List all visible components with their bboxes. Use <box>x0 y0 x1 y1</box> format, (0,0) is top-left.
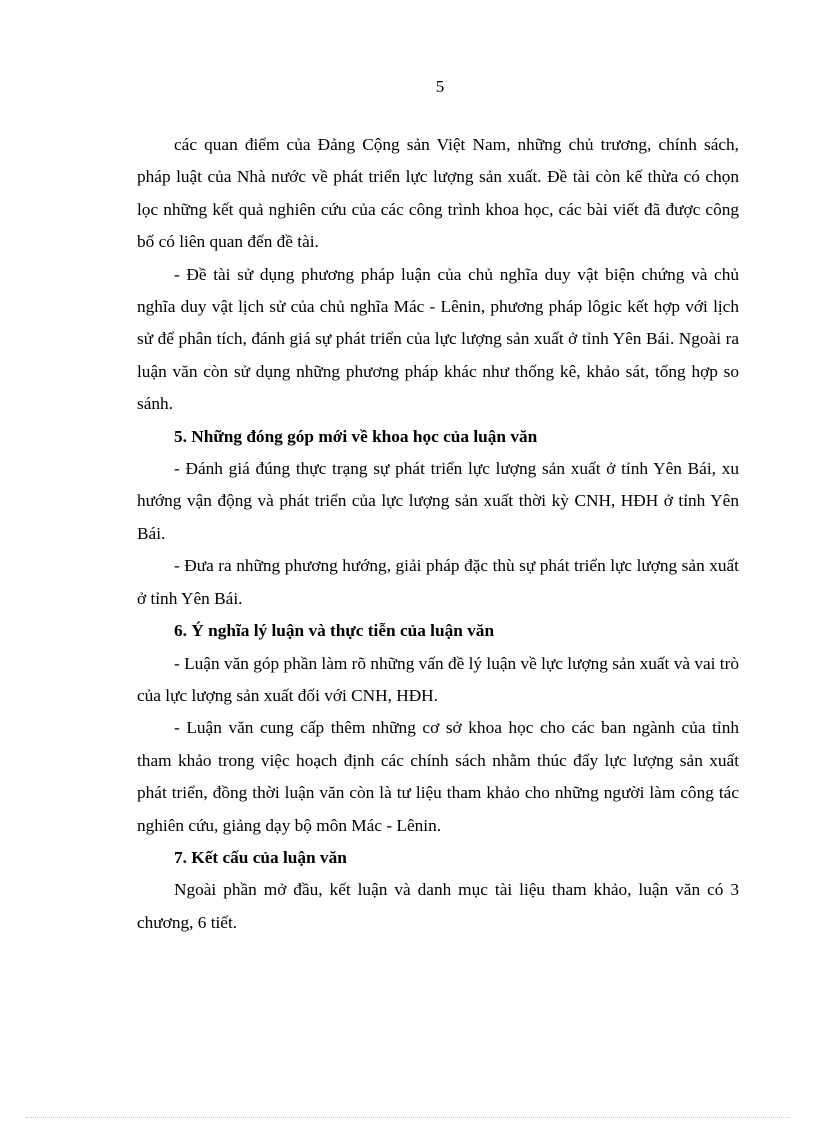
paragraph-significance-practice: - Luận văn cung cấp thêm những cơ sở khoa học cho các ban ngành của tỉnh tham khảo trong việc hoạch định các chính sách nhằm thúc đẩy lực lượng sản xuất phát triển, đồng thời luận văn còn là tư liệu tham khảo cho những người làm công tác nghiên cứu, giảng dạy bộ môn Mác - Lênin. <box>137 718 739 835</box>
page-bottom-divider <box>26 1117 790 1118</box>
document-body <box>137 129 739 939</box>
section-heading-contributions: 5. Những đóng góp mới về khoa học của luận văn <box>174 426 538 446</box>
paragraph-sources: các quan điểm của Đảng Cộng sản Việt Nam, những chủ trương, chính sách, pháp luật của Nhà nước về phát triển lực lượng sản xuất. Đề tài còn kế thừa có chọn lọc những kết quả nghiên cứu của các công trình khoa học, các bài viết đã được công bố có liên quan đến đề tài. <box>137 135 739 252</box>
paragraph-methodology: - Đề tài sử dụng phương pháp luận của chủ nghĩa duy vật biện chứng và chủ nghĩa duy vật lịch sử của chủ nghĩa Mác - Lênin, phương pháp lôgic kết hợp với lịch sử để phân tích, đánh giá sự phát triển của lực lượng sản xuất ở tỉnh Yên Bái. Ngoài ra luận văn còn sử dụng những phương pháp khác như thống kê, khảo sát, tổng hợp so sánh. <box>137 264 739 414</box>
paragraph-structure: Ngoài phần mở đầu, kết luận và danh mục tài liệu tham khảo, luận văn có 3 chương, 6 tiết. <box>137 880 739 932</box>
paragraph-contribution-solutions: - Đưa ra những phương hướng, giải pháp đặc thù sự phát triển lực lượng sản xuất ở tỉnh Yên Bái. <box>137 556 739 608</box>
page-number: 5 <box>435 77 445 96</box>
paragraph-significance-theory: - Luận văn góp phần làm rõ những vấn đề lý luận về lực lượng sản xuất và vai trò của lực lượng sản xuất đối với CNH, HĐH. <box>137 653 739 705</box>
section-heading-structure: 7. Kết cấu của luận văn <box>174 847 347 867</box>
section-heading-significance: 6. Ý nghĩa lý luận và thực tiễn của luận văn <box>174 621 495 641</box>
paragraph-contribution-assessment: - Đánh giá đúng thực trạng sự phát triển lực lượng sản xuất ở tỉnh Yên Bái, xu hướng vận động và phát triển của lực lượng sản xuất thời kỳ CNH, HĐH ở tỉnh Yên Bái. <box>137 459 739 543</box>
